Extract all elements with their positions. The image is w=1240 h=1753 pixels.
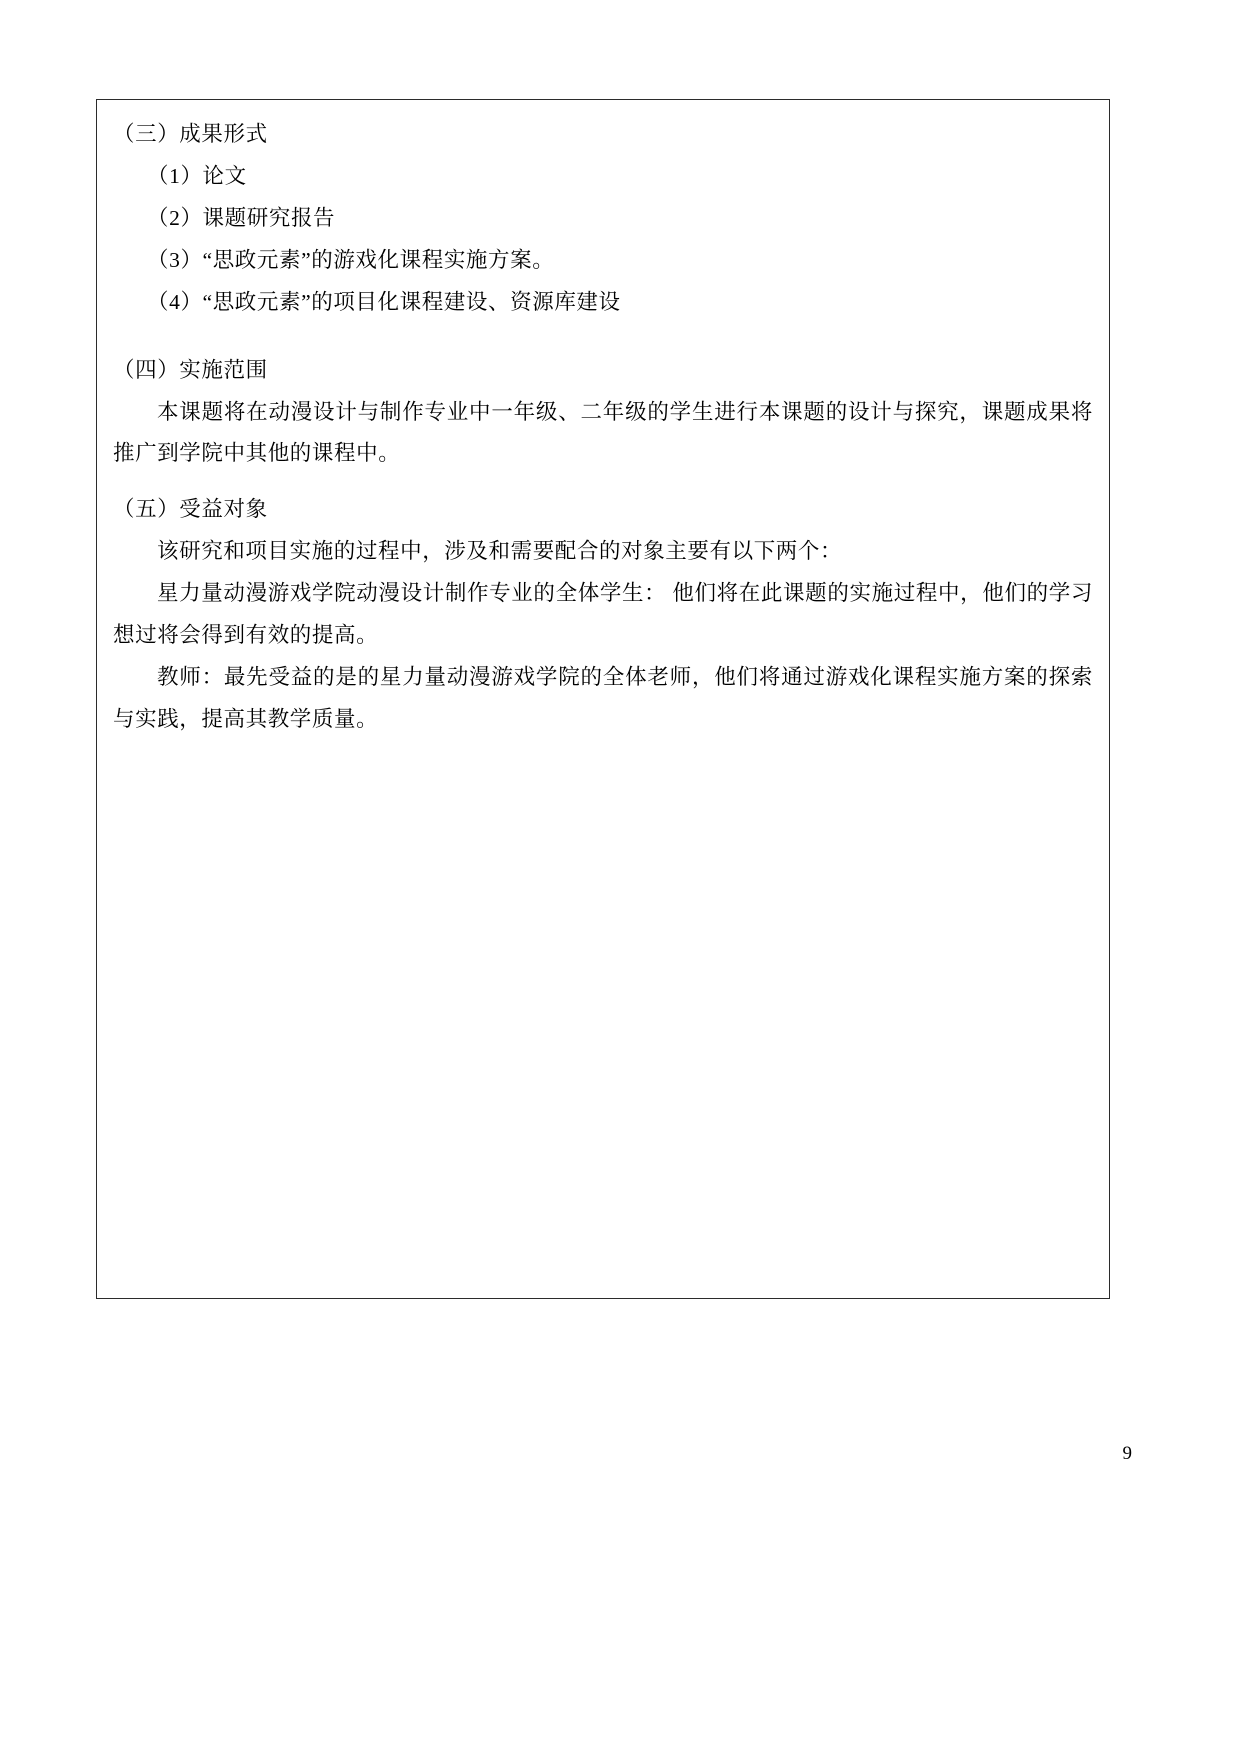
paragraph: 星力量动漫游戏学院动漫设计制作专业的全体学生： 他们将在此课题的实施过程中，他们的学习想过将会得到有效的提高。 bbox=[113, 581, 1093, 648]
paragraph: 该研究和项目实施的过程中，涉及和需要配合的对象主要有以下两个： bbox=[157, 539, 843, 564]
section-heading-three: （三）成果形式 bbox=[113, 122, 268, 146]
document-body bbox=[113, 114, 1093, 741]
section-heading-four: （四）实施范围 bbox=[113, 357, 268, 382]
list-item: （1）论文 bbox=[147, 163, 247, 188]
list-item: （2）课题研究报告 bbox=[147, 205, 336, 230]
page-number: 9 bbox=[1122, 1443, 1132, 1464]
content-frame bbox=[96, 99, 1110, 1299]
paragraph: 教师：最先受益的是的星力量动漫游戏学院的全体老师，他们将通过游戏化课程实施方案的探索与实践，提高其教学质量。 bbox=[113, 665, 1093, 731]
list-item: （4）“思政元素”的项目化课程建设、资源库建设 bbox=[147, 289, 621, 314]
paragraph: 本课题将在动漫设计与制作专业中一年级、二年级的学生进行本课题的设计与探究，课题成果将推广到学院中其他的课程中。 bbox=[113, 399, 1093, 466]
section-spacer bbox=[113, 475, 1093, 489]
section-heading-five: （五）受益对象 bbox=[113, 497, 268, 522]
list-item: （3）“思政元素”的游戏化课程实施方案。 bbox=[147, 247, 555, 272]
section-spacer bbox=[113, 324, 1093, 350]
